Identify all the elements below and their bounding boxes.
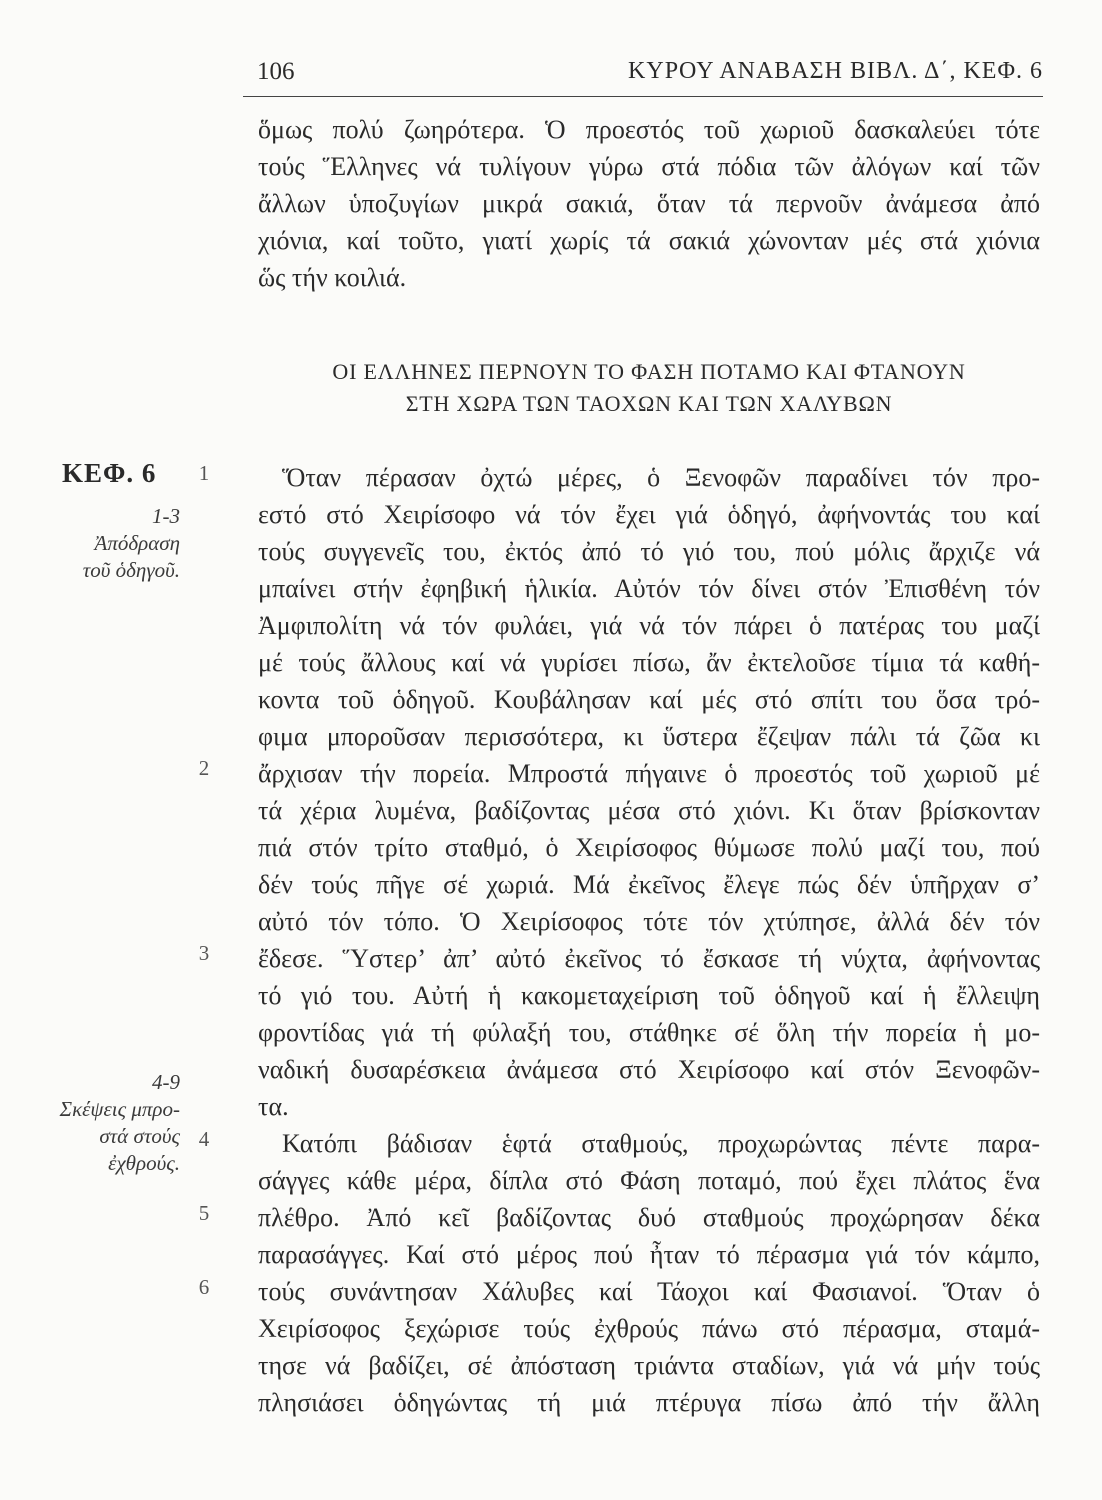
text-line: ἄρχισαν τήν πορεία. Μπροστά πήγαινε ὁ προεστός τοῦ χωριοῦ μέ xyxy=(258,759,1040,788)
text-line: φιμα μποροῦσαν περισσότερα, κι ὕστερα ἔζεψαν πάλι τά ζῶα κι xyxy=(258,722,1040,751)
text-line: τησε νά βαδίζει, σέ ἀπόσταση τριάντα σταδίων, γιά νά μήν τούς xyxy=(258,1351,1040,1380)
section-heading xyxy=(258,356,1040,420)
text-line: εστό στό Χειρίσοφο νά τόν ἔχει γιά ὁδηγό, ἀφήνοντάς του καί xyxy=(258,500,1040,529)
text-line: ναδική δυσαρέσκεια ἀνάμεσα στό Χειρίσοφο καί στόν Ξενοφῶν- xyxy=(258,1055,1040,1084)
text-line: τούς συγγενεῖς του, ἐκτός ἀπό τό γιό του, πού μόλις ἄρχιζε νά xyxy=(258,537,1040,566)
text-line: μέ τούς ἄλλους καί νά γυρίσει πίσω, ἄν ἐκτελοῦσε τίμια τά καθή- xyxy=(258,648,1040,677)
margin-note-line: τοῦ ὁδηγοῦ. xyxy=(82,558,180,582)
page-number: 106 xyxy=(257,58,295,85)
text-line: ὥς τήν κοιλιά. xyxy=(258,263,407,292)
running-title: ΚΥΡΟΥ ΑΝΑΒΑΣΗ ΒΙΒΛ. Δ΄, ΚΕΦ. 6 xyxy=(628,58,1043,84)
text-line: τούς συνάντησαν Χάλυβες καί Τάοχοι καί Φασιανοί. Ὅταν ὁ xyxy=(258,1277,1040,1306)
running-header xyxy=(243,58,1043,94)
margin-note-line: στά στούς xyxy=(99,1124,180,1148)
text-line: κοντα τοῦ ὁδηγοῦ. Κουβάλησαν καί μές στό σπίτι του ὅσα τρό- xyxy=(258,685,1040,714)
text-line: πλησιάσει ὁδηγώντας τή μιά πτέρυγα πίσω ἀπό τήν ἄλλη xyxy=(258,1388,1040,1417)
margin-note-enemies xyxy=(40,1069,180,1177)
text-line: Χειρίσοφος ξεχώρισε τούς ἐχθρούς πάνω στό πέρασμα, σταμά- xyxy=(258,1314,1040,1343)
text-line: σάγγες κάθε μέρα, δίπλα στό Φάση ποταμό, πού ἔχει πλάτος ἕνα xyxy=(258,1166,1040,1195)
chapter-label: ΚΕΦ. 6 xyxy=(62,458,157,488)
text-line: ἔδεσε. Ὕστερ’ ἀπ’ αὐτό ἐκεῖνος τό ἔσκασε τή νύχτα, ἀφήνοντας xyxy=(258,944,1040,973)
margin-note-line: Ἀπόδραση xyxy=(94,531,180,555)
margin-note-range: 1-3 xyxy=(152,504,180,528)
margin-note-line: ἐχθρούς. xyxy=(108,1151,180,1175)
text-line: πιά στόν τρίτο σταθμό, ὁ Χειρίσοφος θύμωσε πολύ μαζί του, πού xyxy=(258,833,1040,862)
header-rule xyxy=(243,96,1043,97)
text-line: τό γιό του. Αὐτή ἡ κακομεταχείριση τοῦ ὁδηγοῦ καί ἡ ἔλλειψη xyxy=(258,981,1040,1010)
paragraph-number: 1 xyxy=(198,461,210,485)
text-line: ἄλλων ὑποζυγίων μικρά σακιά, ὅταν τά περνοῦν ἀνάμεσα ἀπό xyxy=(258,189,1040,218)
text-line: Ἀμφιπολίτη νά τόν φυλάει, γιά νά τόν πάρει ὁ πατέρας του μαζί xyxy=(258,611,1040,640)
text-line: παρασάγγες. Καί στό μέρος πού ἦταν τό πέρασμα γιά τόν κάμπο, xyxy=(258,1240,1040,1269)
margin-note-line: Σκέψεις μπρο- xyxy=(59,1097,180,1121)
paragraph-number: 6 xyxy=(198,1275,210,1299)
paragraph-number: 4 xyxy=(198,1127,210,1151)
text-line: αὐτό τόν τόπο. Ὁ Χειρίσοφος τότε τόν χτύπησε, ἀλλά δέν τόν xyxy=(258,907,1040,936)
text-line: Ὅταν πέρασαν ὀχτώ μέρες, ὁ Ξενοφῶν παραδίνει τόν προ- xyxy=(282,463,1040,492)
main-text xyxy=(258,459,1040,1421)
paragraph-number: 5 xyxy=(198,1201,210,1225)
section-heading-line: ΣΤΗ ΧΩΡΑ ΤΩΝ ΤΑΟΧΩΝ ΚΑΙ ΤΩΝ ΧΑΛΥΒΩΝ xyxy=(405,391,893,416)
text-line: πλέθρο. Ἀπό κεῖ βαδίζοντας δυό σταθμούς προχώρησαν δέκα xyxy=(258,1203,1040,1232)
paragraph-number: 2 xyxy=(198,756,210,780)
margin-note-escape xyxy=(40,503,180,584)
text-line: φροντίδας γιά τή φύλαξή του, στάθηκε σέ ὅλη τήν πορεία ἡ μο- xyxy=(258,1018,1040,1047)
intro-paragraph xyxy=(258,111,1040,296)
section-heading-line: ΟΙ ΕΛΛΗΝΕΣ ΠΕΡΝΟΥΝ ΤΟ ΦΑΣΗ ΠΟΤΑΜΟ ΚΑΙ ΦΤΑΝΟΥΝ xyxy=(332,359,966,384)
paragraph-number: 3 xyxy=(198,941,210,965)
text-line: δέν τούς πῆγε σέ χωριά. Μά ἐκεῖνος ἔλεγε πώς δέν ὑπῆρχαν σ’ xyxy=(258,870,1040,899)
text-line: τούς Ἕλληνες νά τυλίγουν γύρω στά πόδια τῶν ἀλόγων καί τῶν xyxy=(258,152,1040,181)
text-line: χιόνια, καί τοῦτο, γιατί χωρίς τά σακιά χώνονταν μές στά χιόνια xyxy=(258,226,1040,255)
text-line: μπαίνει στήν ἐφηβική ἡλικία. Αὐτόν τόν δίνει στόν Ἐπισθένη τόν xyxy=(258,574,1040,603)
margin-note-range: 4-9 xyxy=(152,1070,180,1094)
text-line: Κατόπι βάδισαν ἑφτά σταθμούς, προχωρώντας πέντε παρα- xyxy=(282,1129,1040,1158)
text-line: ὅμως πολύ ζωηρότερα. Ὁ προεστός τοῦ χωριοῦ δασκαλεύει τότε xyxy=(258,115,1040,144)
text-line: τα. xyxy=(258,1092,289,1121)
text-line: τά χέρια λυμένα, βαδίζοντας μέσα στό χιόνι. Κι ὅταν βρίσκονταν xyxy=(258,796,1040,825)
